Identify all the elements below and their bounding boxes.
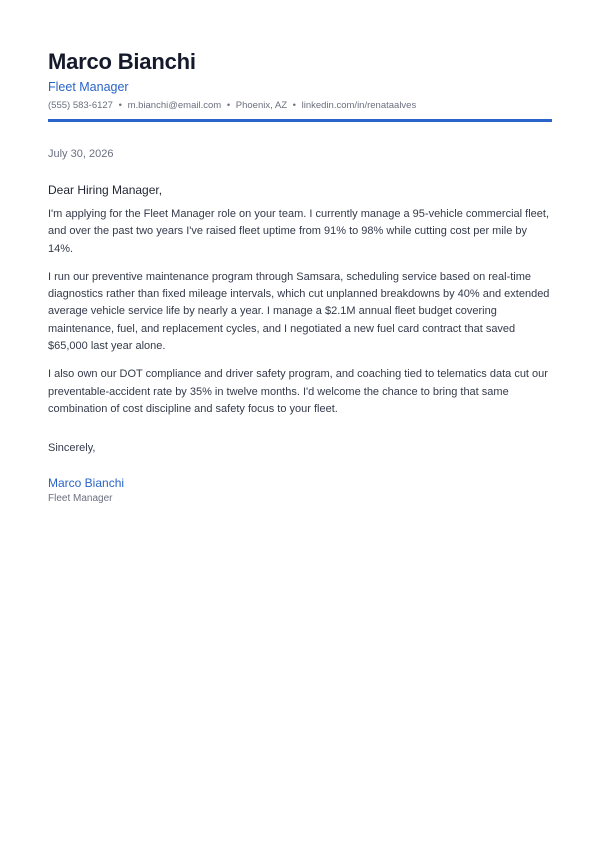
contact-line [48, 99, 552, 112]
contact-phone: (555) 583-6127 [48, 100, 113, 111]
letter-paragraph: I also own our DOT compliance and driver safety program, and coaching tied to telematics data cut our preventable-accident rate by 35% in twelve months. I'd welcome the chance to bring that same combination of cost discipline and safety focus to your fleet. [48, 368, 548, 415]
contact-location: Phoenix, AZ [235, 100, 288, 111]
letter-date: July 30, 2026 [48, 148, 114, 160]
letter-greeting: Dear Hiring Manager, [48, 183, 163, 197]
letter-header [48, 48, 552, 112]
contact-email: m.bianchi@email.com [127, 100, 222, 111]
letter-body [48, 147, 552, 505]
contact-separator: • [292, 100, 296, 111]
applicant-name: Marco Bianchi [48, 49, 196, 74]
signature-name: Marco Bianchi [48, 476, 125, 491]
contact-linkedin: linkedin.com/in/renataalves [301, 100, 417, 111]
contact-separator: • [118, 100, 122, 111]
contact-separator: • [226, 100, 231, 111]
letter-paragraph: I'm applying for the Fleet Manager role on your team. I currently manage a 95-vehicle commercial fleet, and over the past two years I've raised fleet uptime from 91% to 98% while cutting cost per mile by 14%. [48, 208, 549, 255]
signature-title: Fleet Manager [48, 493, 113, 505]
letter-closing: Sincerely, [48, 442, 96, 455]
letter-paragraph: I run our preventive maintenance program through Samsara, scheduling service based on real-time diagnostics rather than fixed mileage intervals, which cut unplanned breakdowns by 40% and extended average vehicle service life by nearly a year. I manage a $2.1M annual fleet budget covering maintenance, fuel, and replacement cycles, and I negotiated a new fuel card contract that saved $65,000 last year alone. [48, 270, 550, 353]
header-divider [48, 119, 552, 122]
applicant-title: Fleet Manager [48, 80, 129, 94]
